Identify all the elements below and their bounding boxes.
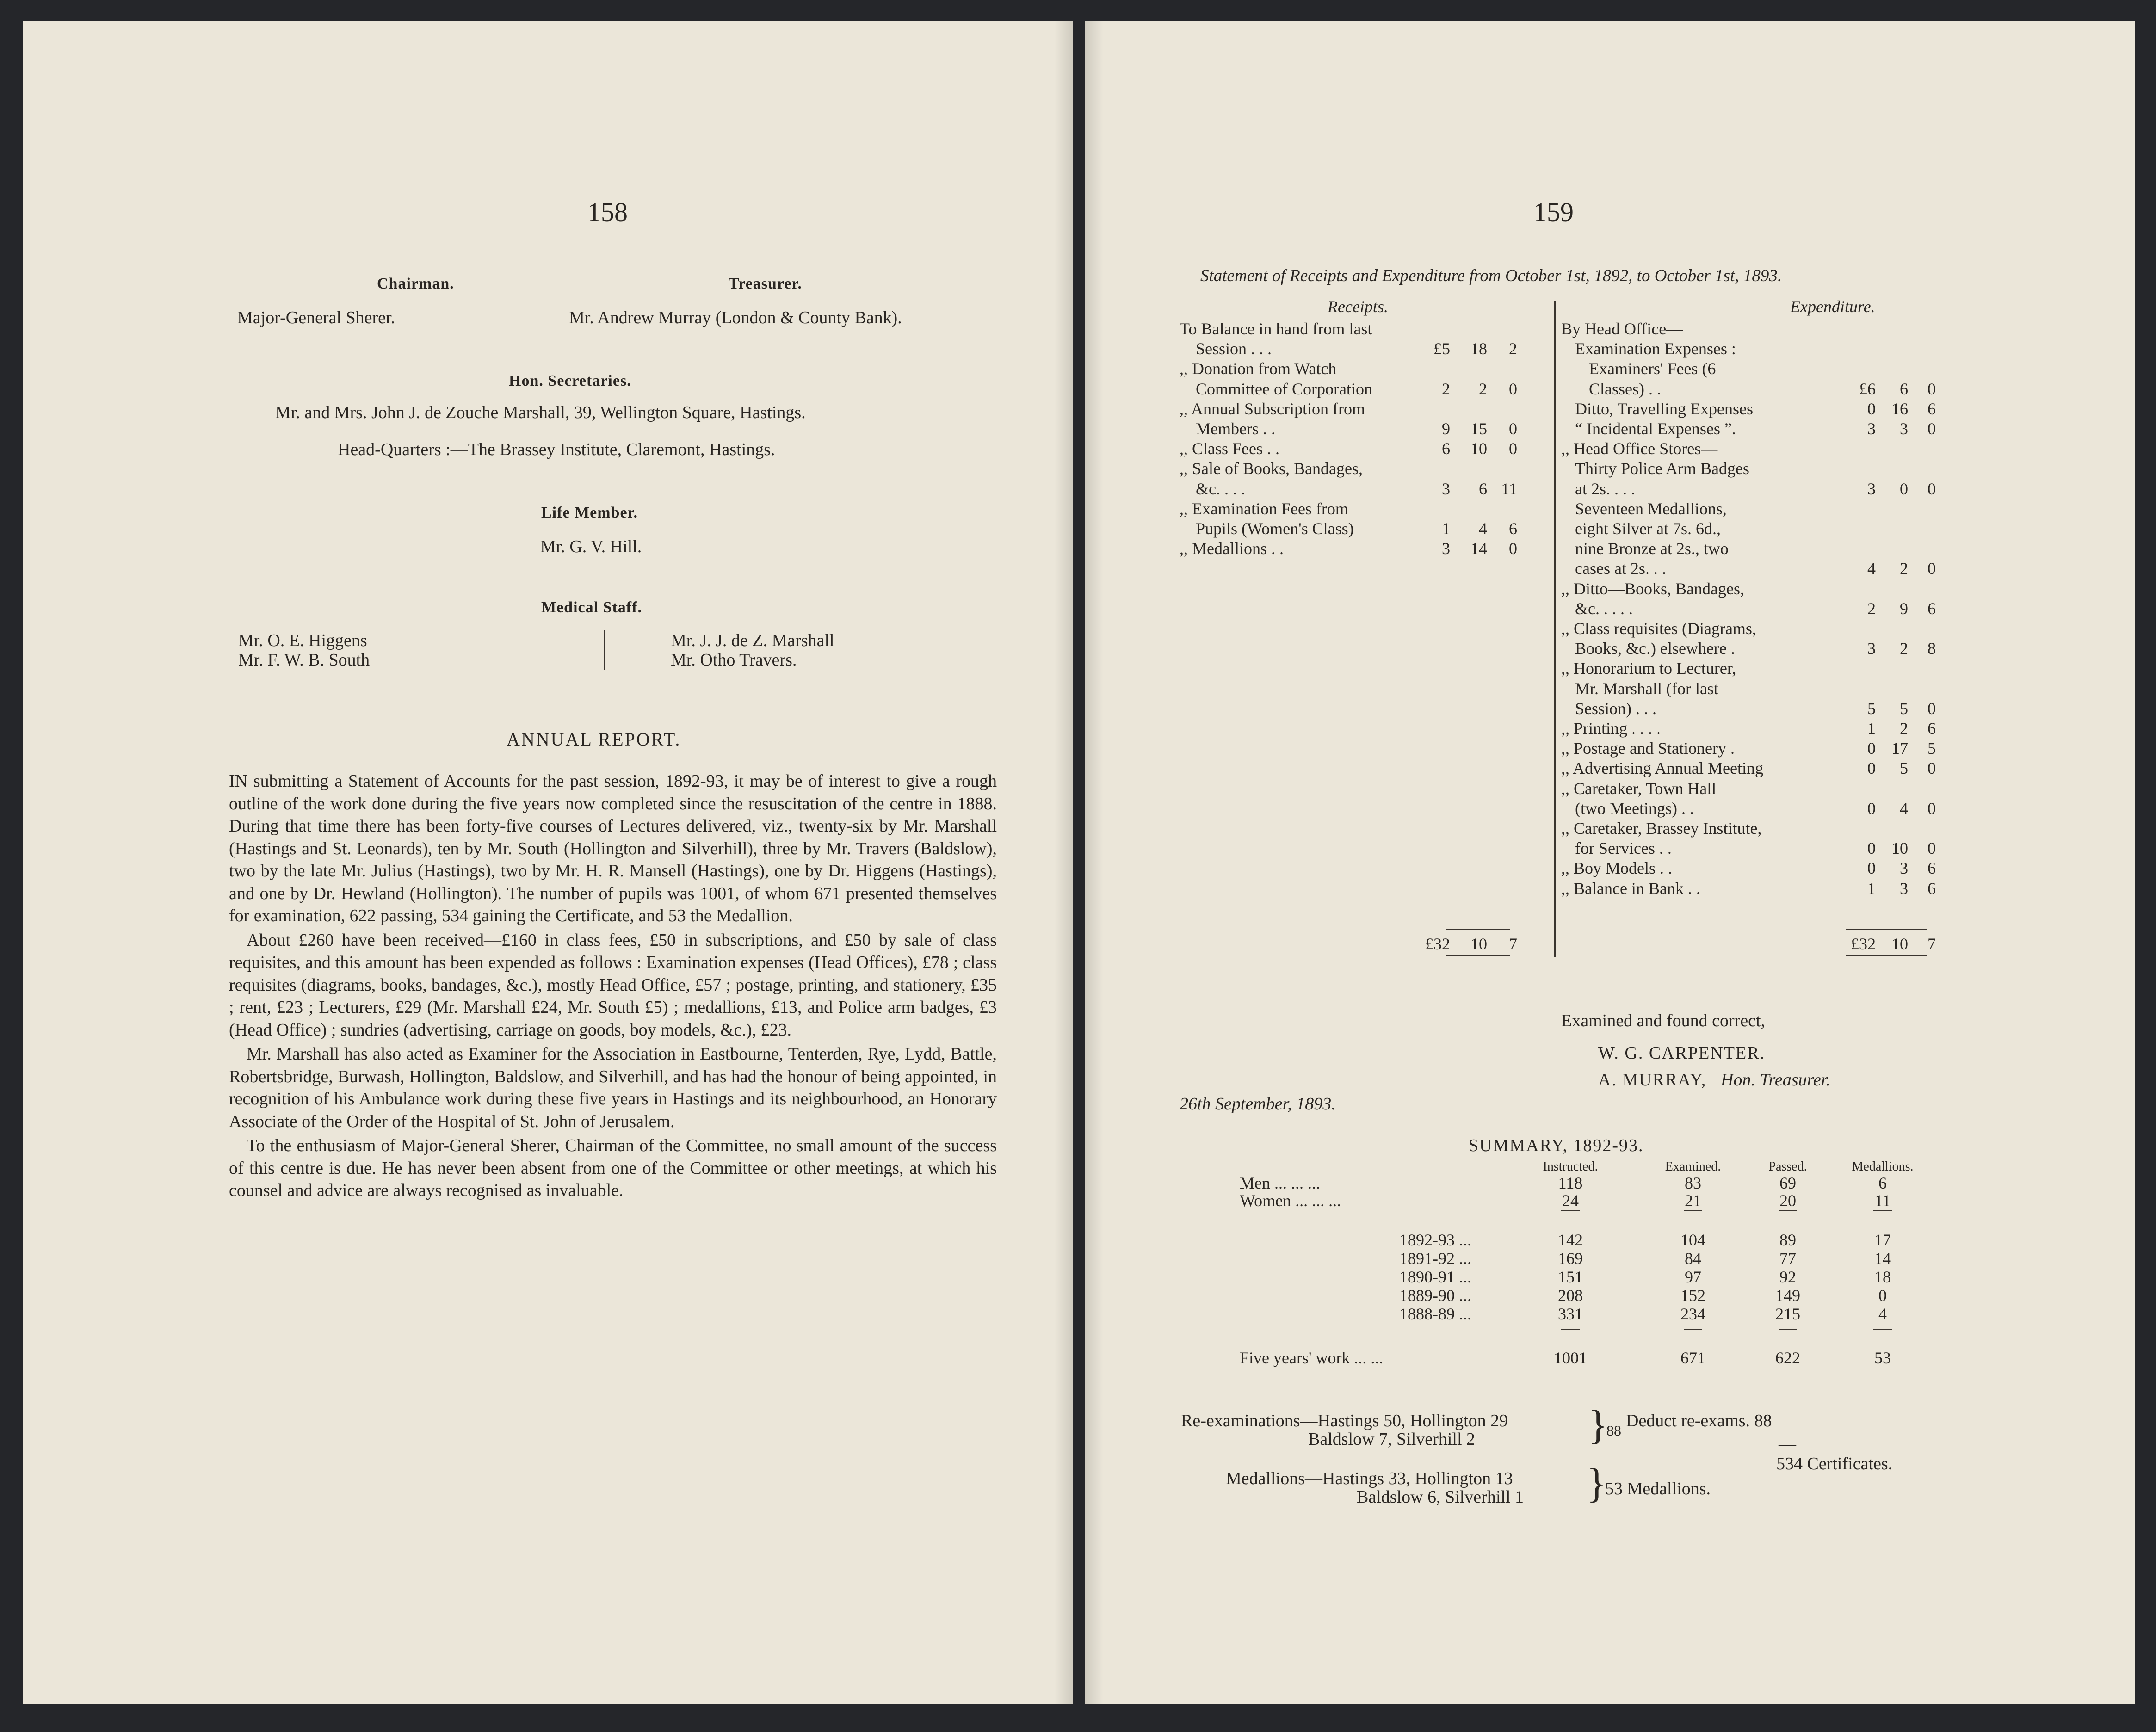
expenditure-amount: 0 <box>1900 479 1908 498</box>
summary-column-header: Examined. <box>1665 1159 1721 1174</box>
chairman-name: Major-General Sherer. <box>237 308 395 327</box>
receipt-amount: 2 <box>1442 379 1450 398</box>
expenditure-amount: 17 <box>1891 739 1908 758</box>
expenditure-line: Ditto, Travelling Expenses <box>1575 399 1753 418</box>
expenditure-amount: 6 <box>1927 879 1936 898</box>
left-page <box>23 21 1073 1704</box>
chairman-label: Chairman. <box>377 275 454 292</box>
expenditure-amount: 4 <box>1900 799 1908 818</box>
report-paragraph-3: Mr. Marshall has also acted as Examiner for the Association in Eastbourne, Tenterden, Rye, Lydd, Battle, Robertsbridge, Burwash, Hollington, Baldslow, and Silverhill, and has had the honour of being appointed, in recognition of his Ambulance work during these five years in Hastings and its neighbourhood, an Honorary Associate of the Order of the Hospital of St. John of Jerusalem. <box>229 1044 997 1131</box>
medical-staff-divider <box>604 630 605 670</box>
receipt-amount: 6 <box>1509 519 1517 538</box>
summary-cell: 84 <box>1685 1249 1701 1268</box>
medal-line-1: Medallions—Hastings 33, Hollington 13 <box>1226 1469 1513 1488</box>
summary-cell: 69 <box>1779 1174 1796 1192</box>
summary-row-label: 1892-93 ... <box>1399 1231 1471 1249</box>
expenditure-amount: 0 <box>1927 699 1936 718</box>
summary-row-label: 1891-92 ... <box>1399 1249 1471 1268</box>
expenditure-amount: 0 <box>1927 479 1936 498</box>
expenditure-label: Expenditure. <box>1790 297 1875 316</box>
expenditure-line: at 2s. . . . <box>1575 479 1635 498</box>
expenditure-total-amount: 7 <box>1927 935 1936 953</box>
expenditure-total-rule-bottom <box>1846 955 1927 956</box>
receipt-total-rule-top <box>1446 929 1510 930</box>
expenditure-amount: 3 <box>1867 479 1876 498</box>
reexam-brace: } <box>1588 1402 1608 1448</box>
medal-brace: } <box>1587 1461 1607 1506</box>
expenditure-amount: 0 <box>1867 399 1876 418</box>
receipt-line: Session . . . <box>1196 339 1272 358</box>
expenditure-line: By Head Office— <box>1561 320 1683 338</box>
receipt-line: ,, Sale of Books, Bandages, <box>1180 459 1363 478</box>
receipt-line: ,, Annual Subscription from <box>1180 399 1365 418</box>
auditor-2-role: Hon. Treasurer. <box>1721 1070 1830 1090</box>
expenditure-amount: 2 <box>1867 599 1876 618</box>
expenditure-line: for Services . . <box>1575 839 1672 858</box>
deduct-text: Deduct re-exams. 88 <box>1626 1411 1772 1430</box>
receipt-total-amount: £32 <box>1425 935 1450 953</box>
page-number-right: 159 <box>1533 197 1574 227</box>
expenditure-amount: 3 <box>1900 859 1908 878</box>
medal-total: 53 Medallions. <box>1605 1479 1711 1498</box>
summary-cell: 208 <box>1558 1286 1583 1305</box>
summary-row-label: Five years' work ... ... <box>1240 1349 1384 1367</box>
receipt-total-amount: 7 <box>1509 935 1517 953</box>
summary-column-header: Medallions. <box>1852 1159 1914 1174</box>
summary-cell: 149 <box>1775 1286 1800 1305</box>
expenditure-line: Seventeen Medallions, <box>1575 499 1727 518</box>
reexam-total: 88 <box>1606 1422 1621 1439</box>
receipt-amount: 15 <box>1470 419 1487 438</box>
expenditure-amount: 0 <box>1867 739 1876 758</box>
expenditure-total-amount: 10 <box>1891 935 1908 953</box>
expenditure-amount: 5 <box>1867 699 1876 718</box>
medical-staff-left-2: Mr. F. W. B. South <box>238 650 370 670</box>
summary-cell: 152 <box>1680 1286 1705 1305</box>
receipt-line: &c. . . . <box>1196 479 1245 498</box>
receipt-amount: 1 <box>1442 519 1450 538</box>
expenditure-amount: 5 <box>1927 739 1936 758</box>
expenditure-amount: 0 <box>1867 859 1876 878</box>
reexam-line-1: Re-examinations—Hastings 50, Hollington 29 <box>1181 1411 1508 1430</box>
page-number: 158 <box>587 197 628 227</box>
receipt-amount: £5 <box>1433 339 1450 358</box>
expenditure-line: ,, Advertising Annual Meeting <box>1561 759 1763 778</box>
receipt-line: Members . . <box>1196 419 1275 438</box>
expenditure-line: ,, Caretaker, Town Hall <box>1561 779 1717 798</box>
receipt-total-rule-bottom <box>1446 955 1510 956</box>
receipt-amount: 9 <box>1442 419 1450 438</box>
expenditure-line: “ Incidental Expenses ”. <box>1575 419 1736 438</box>
expenditure-amount: 6 <box>1927 399 1936 418</box>
expenditure-amount: 0 <box>1927 839 1936 858</box>
summary-row-label: 1890-91 ... <box>1399 1268 1471 1286</box>
expenditure-line: ,, Ditto—Books, Bandages, <box>1561 579 1744 598</box>
hon-secretaries-name: Mr. and Mrs. John J. de Zouche Marshall, 39, Wellington Square, Hastings. <box>275 403 806 422</box>
receipt-amount: 0 <box>1509 439 1517 458</box>
expenditure-line: Examiners' Fees (6 <box>1589 359 1716 378</box>
expenditure-line: nine Bronze at 2s., two <box>1575 539 1729 558</box>
expenditure-amount: £6 <box>1859 379 1876 398</box>
receipt-total-amount: 10 <box>1470 935 1487 953</box>
expenditure-total-amount: £32 <box>1851 935 1876 953</box>
summary-cell: 17 <box>1874 1231 1891 1249</box>
summary-cell: 53 <box>1874 1349 1891 1367</box>
receipt-amount: 4 <box>1479 519 1487 538</box>
examined-text: Examined and found correct, <box>1561 1011 1766 1030</box>
expenditure-line: &c. . . . . <box>1575 599 1633 618</box>
expenditure-amount: 9 <box>1900 599 1908 618</box>
expenditure-amount: 10 <box>1891 839 1908 858</box>
receipt-line: ,, Medallions . . <box>1180 539 1284 558</box>
report-body <box>229 770 997 1204</box>
summary-cell: 0 <box>1878 1286 1887 1305</box>
summary-cell: 6 <box>1878 1174 1887 1192</box>
summary-cell: 77 <box>1779 1249 1796 1268</box>
summary-row-label: Women ... ... ... <box>1240 1191 1341 1210</box>
summary-cell: 331 <box>1558 1305 1583 1323</box>
summary-cell: 20 <box>1779 1191 1796 1210</box>
summary-cell: 169 <box>1558 1249 1583 1268</box>
expenditure-amount: 3 <box>1867 639 1876 658</box>
receipt-amount: 0 <box>1509 379 1517 398</box>
summary-cell: 142 <box>1558 1231 1583 1249</box>
receipt-line: ,, Donation from Watch <box>1180 359 1337 378</box>
report-paragraph-1: IN submitting a Statement of Accounts for the past session, 1892-93, it may be of interest to give a rough outline of the work done during the five years now completed since the resuscitation of the centre in 1888. During that time there has been forty-five courses of Lectures delivered, viz., twenty-six by Mr. Marshall (Hastings and St. Leonards), ten by Mr. South (Hollington and Silverhill), three by Mr. Travers (Baldslow), two by the late Mr. Julius (Hastings), two by Mr. H. R. Mansell (Hastings), one by Dr. Higgens (Hastings), and one by Dr. Hewland (Hollington). The number of pupils was 1001, of whom 671 presented themselves for examination, 622 passing, 534 gaining the Certificate, and 53 the Medallion. <box>229 771 997 925</box>
summary-cell: 4 <box>1878 1305 1887 1323</box>
summary-dash <box>1873 1210 1892 1211</box>
receipt-amount: 0 <box>1509 539 1517 558</box>
right-page <box>1085 21 2135 1704</box>
expenditure-amount: 3 <box>1900 879 1908 898</box>
receipt-amount: 6 <box>1442 439 1450 458</box>
medical-staff-right-2: Mr. Otho Travers. <box>671 650 797 670</box>
summary-dash <box>1561 1329 1580 1330</box>
summary-cell: 89 <box>1779 1231 1796 1249</box>
expenditure-line: ,, Boy Models . . <box>1561 859 1673 878</box>
expenditure-amount: 0 <box>1927 759 1936 778</box>
expenditure-amount: 3 <box>1867 419 1876 438</box>
expenditure-amount: 2 <box>1900 559 1908 578</box>
auditor-1: W. G. CARPENTER. <box>1598 1043 1766 1063</box>
expenditure-line: Thirty Police Arm Badges <box>1575 459 1749 478</box>
expenditure-line: Examination Expenses : <box>1575 339 1736 358</box>
expenditure-amount: 8 <box>1927 639 1936 658</box>
expenditure-amount: 16 <box>1891 399 1908 418</box>
expenditure-amount: 2 <box>1900 719 1908 738</box>
expenditure-amount: 3 <box>1900 419 1908 438</box>
summary-cell: 11 <box>1874 1191 1891 1210</box>
expenditure-line: ,, Printing . . . . <box>1561 719 1661 738</box>
receipt-amount: 11 <box>1501 479 1517 498</box>
expenditure-amount: 0 <box>1867 799 1876 818</box>
expenditure-line: cases at 2s. . . <box>1575 559 1666 578</box>
summary-cell: 215 <box>1775 1305 1800 1323</box>
expenditure-amount: 2 <box>1900 639 1908 658</box>
expenditure-line: ,, Head Office Stores— <box>1561 439 1718 458</box>
summary-cell: 92 <box>1779 1268 1796 1286</box>
expenditure-amount: 6 <box>1900 379 1908 398</box>
summary-cell: 234 <box>1680 1305 1705 1323</box>
treasurer-label: Treasurer. <box>729 275 802 292</box>
hon-secretaries-label: Hon. Secretaries. <box>509 372 631 389</box>
summary-cell: 671 <box>1680 1349 1705 1367</box>
medical-staff-left-1: Mr. O. E. Higgens <box>238 631 367 650</box>
life-member-name: Mr. G. V. Hill. <box>540 537 642 556</box>
expenditure-amount: 0 <box>1927 559 1936 578</box>
summary-cell: 97 <box>1685 1268 1701 1286</box>
expenditure-amount: 6 <box>1927 599 1936 618</box>
expenditure-amount: 6 <box>1927 719 1936 738</box>
reexam-line-2: Baldslow 7, Silverhill 2 <box>1308 1430 1475 1449</box>
summary-row-label: 1889-90 ... <box>1399 1286 1471 1305</box>
expenditure-line: Mr. Marshall (for last <box>1575 679 1718 698</box>
summary-cell: 24 <box>1562 1191 1579 1210</box>
summary-column-header: Instructed. <box>1543 1159 1598 1174</box>
receipt-amount: 2 <box>1479 379 1487 398</box>
summary-dash <box>1684 1329 1702 1330</box>
date-line: 26th September, 1893. <box>1180 1094 1336 1114</box>
expenditure-amount: 5 <box>1900 759 1908 778</box>
summary-dash <box>1684 1210 1702 1211</box>
expenditure-amount: 4 <box>1867 559 1876 578</box>
expenditure-line: ,, Balance in Bank . . <box>1561 879 1700 898</box>
expenditure-line: Classes) . . <box>1589 379 1661 398</box>
medical-staff-label: Medical Staff. <box>541 599 642 616</box>
expenditure-amount: 0 <box>1927 799 1936 818</box>
summary-cell: 104 <box>1680 1231 1705 1249</box>
summary-cell: 118 <box>1558 1174 1583 1192</box>
expenditure-amount: 0 <box>1927 419 1936 438</box>
summary-cell: 21 <box>1685 1191 1701 1210</box>
summary-cell: 151 <box>1558 1268 1583 1286</box>
receipt-amount: 18 <box>1470 339 1487 358</box>
certificates-total: 534 Certificates. <box>1776 1454 1893 1473</box>
receipt-amount: 3 <box>1442 539 1450 558</box>
report-title: ANNUAL REPORT. <box>507 729 681 750</box>
receipt-amount: 10 <box>1470 439 1487 458</box>
treasurer-name: Mr. Andrew Murray (London & County Bank). <box>569 308 902 327</box>
summary-cell: 14 <box>1874 1249 1891 1268</box>
expenditure-line: ,, Honorarium to Lecturer, <box>1561 659 1736 678</box>
life-member-label: Life Member. <box>541 504 638 521</box>
headquarters: Head-Quarters :—The Brassey Institute, Claremont, Hastings. <box>338 440 775 459</box>
expenditure-line: Books, &c.) elsewhere . <box>1575 639 1735 658</box>
summary-row-label: Men ... ... ... <box>1240 1174 1320 1192</box>
summary-dash <box>1779 1329 1797 1330</box>
summary-dash <box>1561 1210 1580 1211</box>
ledger-divider <box>1554 301 1556 957</box>
receipt-amount: 3 <box>1442 479 1450 498</box>
deduct-dash: — <box>1779 1434 1796 1454</box>
summary-cell: 83 <box>1685 1174 1701 1192</box>
report-paragraph-2: About £260 have been received—£160 in class fees, £50 in subscriptions, and £50 by sale of class requisites, and this amount has been expended as follows : Examination expenses (Head Offices), £78 ; class requisites (diagrams, books, bandages, &c.), mostly Head Office, £57 ; postage, printing, and stationery, £35 ; rent, £23 ; Lecturers, £29 (Mr. Marshall £24, Mr. South £5) ; medallions, £13, and Police arm badges, £3 (Head Office) ; sundries (advertising, carriage on goods, boy models, &c.), £23. <box>229 930 997 1040</box>
expenditure-line: ,, Caretaker, Brassey Institute, <box>1561 819 1762 838</box>
auditor-2-name: A. MURRAY, <box>1598 1070 1707 1090</box>
receipt-line: ,, Class Fees . . <box>1180 439 1279 458</box>
expenditure-line: eight Silver at 7s. 6d., <box>1575 519 1721 538</box>
summary-cell: 1001 <box>1554 1349 1587 1367</box>
receipt-amount: 0 <box>1509 419 1517 438</box>
expenditure-line: ,, Postage and Stationery . <box>1561 739 1735 758</box>
expenditure-amount: 1 <box>1867 719 1876 738</box>
medical-staff-right-1: Mr. J. J. de Z. Marshall <box>671 631 834 650</box>
expenditure-total-rule-top <box>1846 929 1927 930</box>
receipt-line: ,, Examination Fees from <box>1180 499 1348 518</box>
expenditure-amount: 0 <box>1927 379 1936 398</box>
medal-line-2: Baldslow 6, Silverhill 1 <box>1357 1487 1524 1507</box>
expenditure-line: Session) . . . <box>1575 699 1657 718</box>
summary-cell: 18 <box>1874 1268 1891 1286</box>
expenditure-amount: 5 <box>1900 699 1908 718</box>
summary-column-header: Passed. <box>1768 1159 1807 1174</box>
receipts-label: Receipts. <box>1328 297 1388 316</box>
expenditure-amount: 0 <box>1867 839 1876 858</box>
receipt-amount: 2 <box>1509 339 1517 358</box>
left-gutter-shadow <box>1055 21 1073 1704</box>
expenditure-amount: 0 <box>1867 759 1876 778</box>
statement-title: Statement of Receipts and Expenditure from October 1st, 1892, to October 1st, 1893. <box>1200 266 1782 285</box>
summary-cell: 622 <box>1775 1349 1800 1367</box>
summary-row-label: 1888-89 ... <box>1399 1305 1471 1323</box>
expenditure-amount: 1 <box>1867 879 1876 898</box>
right-gutter-shadow <box>1085 21 1103 1704</box>
receipt-line: Committee of Corporation <box>1196 379 1372 398</box>
summary-dash <box>1873 1329 1892 1330</box>
receipt-line: Pupils (Women's Class) <box>1196 519 1354 538</box>
expenditure-line: ,, Class requisites (Diagrams, <box>1561 619 1756 638</box>
summary-dash <box>1779 1210 1797 1211</box>
summary-title: SUMMARY, 1892-93. <box>1469 1136 1644 1155</box>
receipt-amount: 6 <box>1479 479 1487 498</box>
receipt-line: To Balance in hand from last <box>1180 320 1372 338</box>
expenditure-line: (two Meetings) . . <box>1575 799 1694 818</box>
report-paragraph-4: To the enthusiasm of Major-General Sherer, Chairman of the Committee, no small amount of the success of this centre is due. He has never been absent from one of the Committee or other meetings, at which his counsel and advice are always recognised as invaluable. <box>229 1136 997 1200</box>
expenditure-amount: 6 <box>1927 859 1936 878</box>
receipt-amount: 14 <box>1470 539 1487 558</box>
